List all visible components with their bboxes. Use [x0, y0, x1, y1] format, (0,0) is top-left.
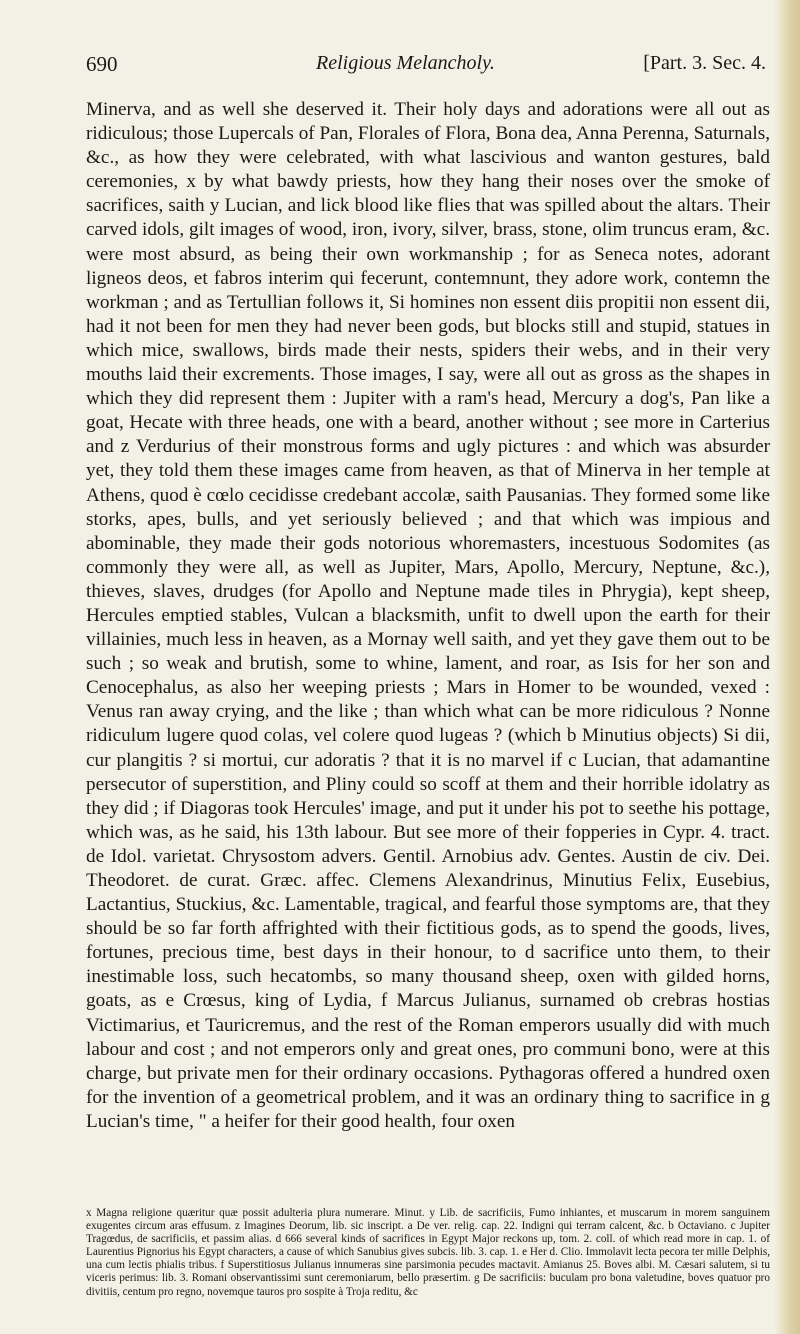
page-edge-stain: [774, 0, 800, 1334]
page-header: [86, 52, 766, 82]
page-number: 690: [86, 52, 118, 76]
main-text: [86, 98, 770, 1134]
footnotes: [86, 1207, 770, 1299]
footnote-text: x Magna religione quæritur quæ possit adulteria plura numerare. Minut. y Lib. de sacrificiis, Fumo inhiantes, et muscarum in morem sanguinem exugentes circum aras effusum. z Imagines Deorum, lib. sic inscript. a De ver. relig. cap. 22. Indigni qui terram calcent, &c. b Octaviano. c Jupiter Tragœdus, de sacrificiis, et passim alias. d 666 several kinds of sacrifices in Egypt Major reckons up, tom. 2. coll. of which read more in cap. 1. of Laurentius Pignorius his Egypt characters, a cause of which Sanubius gives subcis. lib. 3. cap. 1. e Her d. Clio. Immolavit lecta pecora ter mille Delphis, una cum lectis phialis tribus. f Superstitiosus Julianus innumeras sine parsimonia pecudes mactavit. Amianus 25. Boves albi. M. Cæsari salutem, si tu viceris perimus: lib. 3. Romani observantissimi sunt ceremoniarum, bello præsertim. g De sacrificiis: buculam pro bona valetudine, boves quatuor pro divitiis, centum pro regno, novemque tauros pro sospite à Troja reditu, &c: [86, 1207, 770, 1298]
section-label: [Part. 3. Sec. 4.: [643, 52, 766, 74]
running-title: Religious Melancholy.: [316, 52, 495, 74]
body-paragraph: Minerva, and as well she deserved it. Their holy days and adorations were all out as ridiculous; those Lupercals of Pan, Florales of Flora, Bona dea, Anna Perenna, Saturnals, &c., as how they were celebrated, with what lascivious and wanton gestures, bald ceremonies, x by what bawdy priests, how they hang their noses over the smoke of sacrifices, saith y Lucian, and lick blood like flies that was spilled about the altars. Their carved idols, gilt images of wood, iron, ivory, silver, brass, stone, olim truncus eram, &c. were most absurd, as being their own workmanship ; for as Seneca notes, adorant ligneos deos, et fabros interim qui fecerunt, contemnunt, they adore work, contemn the workman ; and as Tertullian follows it, Si homines non essent diis propitii non essent dii, had it not been for men they had never been gods, but blocks still and stupid, statues in which mice, swallows, birds made their nests, spiders their webs, and in their very mouths laid their excrements. Those images, I say, were all out as gross as the shapes in which they did represent them : Jupiter with a ram's head, Mercury a dog's, Pan like a goat, Hecate with three heads, one with a beard, another without ; see more in Carterius and z Verdurius of their monstrous forms and ugly pictures : and which was absurder yet, they told them these images came from heaven, as that of Minerva in her temple at Athens, quod è cœlo cecidisse credebant accolæ, saith Pausanias. They formed some like storks, apes, bulls, and yet seriously believed ; and that which was impious and abominable, they made their gods notorious whoremasters, incestuous Sodomites (as commonly they were all, as well as Jupiter, Mars, Apollo, Mercury, Neptune, &c.), thieves, slaves, drudges (for Apollo and Neptune made tiles in Phrygia), kept sheep, Hercules emptied stables, Vulcan a blacksmith, unfit to dwell upon the earth for their villainies, much less in heaven, as a Mornay well saith, and yet they gave them out to be such ; so weak and brutish, some to whine, lament, and roar, as Isis for her son and Cenocephalus, as also her weeping priests ; Mars in Homer to be wounded, vexed : Venus ran away crying, and the like ; than which what can be more ridiculous ? Nonne ridiculum lugere quod colas, vel colere quod lugeas ? (which b Minutius objects) Si dii, cur plangitis ? si mortui, cur adoratis ? that it is no marvel if c Lucian, that adamantine persecutor of superstition, and Pliny could so scoff at them and their horrible idolatry as they did ; if Diagoras took Hercules' image, and put it under his pot to seethe his pottage, which was, as he said, his 13th labour. But see more of their fopperies in Cypr. 4. tract. de Idol. varietat. Chrysostom advers. Gentil. Arnobius adv. Gentes. Austin de civ. Dei. Theodoret. de curat. Græc. affec. Clemens Alexandrinus, Minutius Felix, Eusebius, Lactantius, Stuckius, &c. Lamentable, tragical, and fearful those symptoms are, that they should be so far forth affrighted with their fictitious gods, as to spend the goods, lives, fortunes, precious time, best days in their honour, to d sacrifice unto them, to their inestimable loss, such hecatombs, so many thousand sheep, oxen with gilded horns, goats, as e Crœsus, king of Lydia, f Marcus Julianus, surnamed ob crebras hostias Victimarius, et Tauricremus, and the rest of the Roman emperors usually did with much labour and cost ; and not emperors only and great ones, pro communi bono, were at this charge, but private men for their ordinary occasions. Pythagoras offered a hundred oxen for the invention of a geometrical problem, and it was an ordinary thing to sacrifice in g Lucian's time, " a heifer for their good health, four oxen: [86, 99, 770, 1132]
